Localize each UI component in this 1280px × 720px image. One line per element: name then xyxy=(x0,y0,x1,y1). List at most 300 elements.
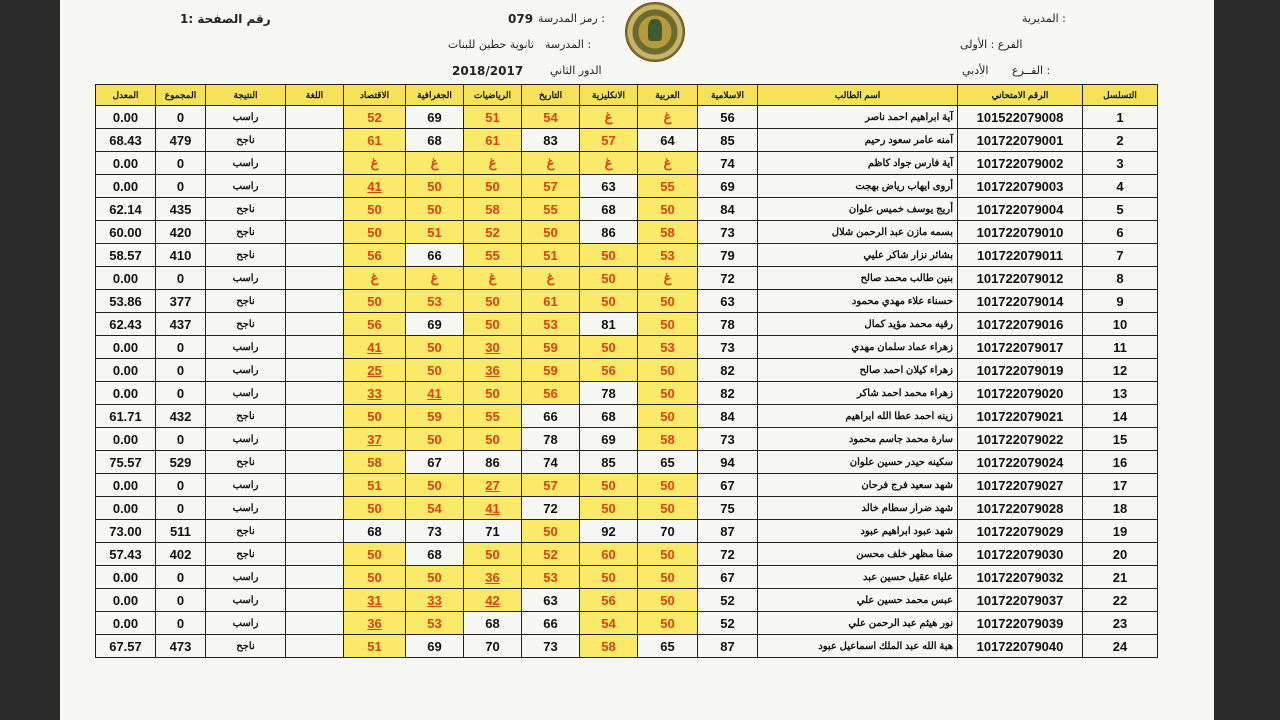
average-cell: 0.00 xyxy=(96,497,156,520)
result-cell: ناجح xyxy=(206,198,286,221)
column-header: الانكليزية xyxy=(580,85,638,106)
student-name-cell: صفا مظهر خلف محسن xyxy=(758,543,958,566)
grade-cell: 36 xyxy=(344,612,406,635)
column-header: الرياضيات xyxy=(464,85,522,106)
student-name-cell: سكينه حيدر حسين علوان xyxy=(758,451,958,474)
grade-cell: 74 xyxy=(698,152,758,175)
grade-cell: غ xyxy=(522,267,580,290)
total-cell: 0 xyxy=(156,474,206,497)
average-cell: 73.00 xyxy=(96,520,156,543)
grade-cell: 67 xyxy=(406,451,464,474)
student-name-cell: شهد سعيد فرج فرحان xyxy=(758,474,958,497)
exam-number-cell: 101722079012 xyxy=(958,267,1083,290)
grade-cell: 70 xyxy=(464,635,522,658)
serial-cell: 14 xyxy=(1083,405,1158,428)
grade-cell: غ xyxy=(464,267,522,290)
result-cell: ناجح xyxy=(206,221,286,244)
grade-cell: 58 xyxy=(638,428,698,451)
grade-cell: 78 xyxy=(698,313,758,336)
serial-cell: 12 xyxy=(1083,359,1158,382)
grade-cell: 79 xyxy=(698,244,758,267)
grade-cell: 67 xyxy=(698,566,758,589)
grade-cell: 68 xyxy=(406,129,464,152)
serial-cell: 22 xyxy=(1083,589,1158,612)
total-cell: 410 xyxy=(156,244,206,267)
grade-cell: غ xyxy=(344,267,406,290)
grade-cell: 68 xyxy=(580,405,638,428)
grade-cell: 86 xyxy=(464,451,522,474)
average-cell: 0.00 xyxy=(96,336,156,359)
grade-cell xyxy=(286,589,344,612)
result-cell: راسب xyxy=(206,152,286,175)
exam-number-cell: 101722079016 xyxy=(958,313,1083,336)
grade-cell: 59 xyxy=(406,405,464,428)
results-sheet xyxy=(60,0,1214,720)
grade-cell: 73 xyxy=(522,635,580,658)
total-cell: 511 xyxy=(156,520,206,543)
grade-cell: غ xyxy=(638,106,698,129)
total-cell: 0 xyxy=(156,359,206,382)
grade-cell xyxy=(286,290,344,313)
column-header: النتيجة xyxy=(206,85,286,106)
student-name-cell: علياء عقيل حسين عبد xyxy=(758,566,958,589)
serial-cell: 24 xyxy=(1083,635,1158,658)
result-cell: ناجح xyxy=(206,635,286,658)
grade-cell: 81 xyxy=(580,313,638,336)
grade-cell xyxy=(286,405,344,428)
grade-cell: 67 xyxy=(698,474,758,497)
result-cell: راسب xyxy=(206,359,286,382)
grade-cell: 50 xyxy=(580,267,638,290)
total-cell: 0 xyxy=(156,612,206,635)
exam-number-cell: 101722079001 xyxy=(958,129,1083,152)
student-name-cell: بسمه مازن عبد الرحمن شلال xyxy=(758,221,958,244)
grade-cell: 54 xyxy=(406,497,464,520)
grade-cell: 72 xyxy=(698,543,758,566)
grade-cell: 52 xyxy=(698,589,758,612)
grade-cell: 50 xyxy=(580,290,638,313)
average-cell: 62.14 xyxy=(96,198,156,221)
exam-number-cell: 101722079027 xyxy=(958,474,1083,497)
grade-cell: غ xyxy=(580,152,638,175)
student-name-cell: شهد عبود ابراهيم عبود xyxy=(758,520,958,543)
grade-cell: 50 xyxy=(580,244,638,267)
grade-cell: 50 xyxy=(580,474,638,497)
result-cell: راسب xyxy=(206,382,286,405)
grade-cell: 55 xyxy=(464,244,522,267)
column-header: اسم الطالب xyxy=(758,85,958,106)
average-cell: 0.00 xyxy=(96,382,156,405)
total-cell: 473 xyxy=(156,635,206,658)
result-cell: راسب xyxy=(206,566,286,589)
serial-cell: 1 xyxy=(1083,106,1158,129)
grade-cell: غ xyxy=(406,267,464,290)
column-header: الاسلامية xyxy=(698,85,758,106)
grade-cell: 73 xyxy=(698,428,758,451)
grade-cell xyxy=(286,428,344,451)
grade-cell: 51 xyxy=(344,474,406,497)
grade-cell: 52 xyxy=(698,612,758,635)
exam-number-cell: 101722079029 xyxy=(958,520,1083,543)
grade-cell: 59 xyxy=(522,336,580,359)
result-cell: راسب xyxy=(206,474,286,497)
grade-cell: 64 xyxy=(638,129,698,152)
serial-cell: 16 xyxy=(1083,451,1158,474)
grade-cell: 50 xyxy=(464,313,522,336)
exam-number-cell: 101722079032 xyxy=(958,566,1083,589)
serial-cell: 18 xyxy=(1083,497,1158,520)
table-row xyxy=(96,267,1158,290)
total-cell: 432 xyxy=(156,405,206,428)
grade-cell: 53 xyxy=(638,244,698,267)
total-cell: 0 xyxy=(156,152,206,175)
student-name-cell: آية فارس جواد كاظم xyxy=(758,152,958,175)
grade-cell xyxy=(286,382,344,405)
serial-cell: 17 xyxy=(1083,474,1158,497)
average-cell: 58.57 xyxy=(96,244,156,267)
grade-cell: 71 xyxy=(464,520,522,543)
grade-cell: 68 xyxy=(464,612,522,635)
grade-cell: 50 xyxy=(580,566,638,589)
grade-cell: 42 xyxy=(464,589,522,612)
student-name-cell: زهراء كيلان احمد صالح xyxy=(758,359,958,382)
grade-cell: 58 xyxy=(638,221,698,244)
result-cell: راسب xyxy=(206,589,286,612)
average-cell: 0.00 xyxy=(96,428,156,451)
grade-cell: 41 xyxy=(464,497,522,520)
grade-cell: 50 xyxy=(406,336,464,359)
grade-cell: 51 xyxy=(464,106,522,129)
grade-cell: 87 xyxy=(698,635,758,658)
grade-cell: 50 xyxy=(344,566,406,589)
exam-number-cell: 101522079008 xyxy=(958,106,1083,129)
grade-cell: 27 xyxy=(464,474,522,497)
result-cell: ناجح xyxy=(206,405,286,428)
grade-cell: 63 xyxy=(698,290,758,313)
student-name-cell: حسناء علاء مهدي محمود xyxy=(758,290,958,313)
column-header: المعدل xyxy=(96,85,156,106)
grade-cell: 61 xyxy=(522,290,580,313)
grade-cell: غ xyxy=(464,152,522,175)
exam-number-cell: 101722079020 xyxy=(958,382,1083,405)
result-cell: ناجح xyxy=(206,244,286,267)
grade-cell: 74 xyxy=(522,451,580,474)
total-cell: 435 xyxy=(156,198,206,221)
grade-cell: 50 xyxy=(464,175,522,198)
column-header: الاقتصاد xyxy=(344,85,406,106)
grade-cell: 94 xyxy=(698,451,758,474)
grade-cell: 78 xyxy=(522,428,580,451)
exam-number-cell: 101722079011 xyxy=(958,244,1083,267)
serial-cell: 2 xyxy=(1083,129,1158,152)
grade-cell: 68 xyxy=(580,198,638,221)
exam-number-cell: 101722079014 xyxy=(958,290,1083,313)
grade-cell: 50 xyxy=(638,612,698,635)
grade-cell xyxy=(286,198,344,221)
total-cell: 0 xyxy=(156,336,206,359)
grade-cell xyxy=(286,336,344,359)
grade-cell: 50 xyxy=(638,566,698,589)
serial-cell: 23 xyxy=(1083,612,1158,635)
result-cell: راسب xyxy=(206,612,286,635)
grade-cell xyxy=(286,635,344,658)
grade-cell: 56 xyxy=(522,382,580,405)
grade-cell: 51 xyxy=(406,221,464,244)
table-row xyxy=(96,520,1158,543)
student-name-cell: زهراء محمد احمد شاكر xyxy=(758,382,958,405)
grade-cell: 84 xyxy=(698,405,758,428)
table-row xyxy=(96,198,1158,221)
grade-cell xyxy=(286,221,344,244)
grade-cell: 85 xyxy=(698,129,758,152)
exam-number-cell: 101722079028 xyxy=(958,497,1083,520)
grade-cell: 61 xyxy=(344,129,406,152)
table-row xyxy=(96,175,1158,198)
grade-cell: 50 xyxy=(638,497,698,520)
grade-cell: 50 xyxy=(406,566,464,589)
grade-cell: 50 xyxy=(344,221,406,244)
grade-cell: 50 xyxy=(406,474,464,497)
grade-cell: 69 xyxy=(406,635,464,658)
right-frame-bar xyxy=(1214,0,1280,720)
grade-cell: 84 xyxy=(698,198,758,221)
average-cell: 68.43 xyxy=(96,129,156,152)
result-cell: ناجح xyxy=(206,290,286,313)
grade-cell: 73 xyxy=(698,221,758,244)
result-cell: راسب xyxy=(206,497,286,520)
serial-cell: 15 xyxy=(1083,428,1158,451)
grade-cell: 50 xyxy=(638,290,698,313)
grade-cell: 50 xyxy=(638,589,698,612)
grade-cell: 66 xyxy=(522,405,580,428)
student-name-cell: زهراء عماد سلمان مهدي xyxy=(758,336,958,359)
grade-cell: 61 xyxy=(464,129,522,152)
grade-cell: 53 xyxy=(406,290,464,313)
grade-cell: غ xyxy=(580,106,638,129)
average-cell: 0.00 xyxy=(96,267,156,290)
grade-cell: 56 xyxy=(580,359,638,382)
exam-number-cell: 101722079037 xyxy=(958,589,1083,612)
grade-cell xyxy=(286,244,344,267)
column-header: التسلسل xyxy=(1083,85,1158,106)
exam-round: الدور الثاني xyxy=(550,64,602,77)
average-cell: 60.00 xyxy=(96,221,156,244)
grade-cell: 50 xyxy=(344,543,406,566)
grade-cell: 56 xyxy=(344,244,406,267)
grade-cell: 73 xyxy=(406,520,464,543)
column-header: المجموع xyxy=(156,85,206,106)
total-cell: 0 xyxy=(156,175,206,198)
table-row xyxy=(96,152,1158,175)
school-code-label: رمز المدرسة : xyxy=(538,12,605,25)
grade-cell: 56 xyxy=(698,106,758,129)
ministry-seal xyxy=(625,2,685,62)
grade-cell: 50 xyxy=(522,520,580,543)
grade-cell: 37 xyxy=(344,428,406,451)
table-row xyxy=(96,129,1158,152)
grade-cell: 69 xyxy=(698,175,758,198)
grade-cell: 53 xyxy=(406,612,464,635)
grade-cell xyxy=(286,267,344,290)
grade-cell: 55 xyxy=(638,175,698,198)
total-cell: 437 xyxy=(156,313,206,336)
result-cell: راسب xyxy=(206,106,286,129)
result-cell: ناجح xyxy=(206,451,286,474)
table-row xyxy=(96,244,1158,267)
grade-cell: 92 xyxy=(580,520,638,543)
average-cell: 61.71 xyxy=(96,405,156,428)
grade-cell: 65 xyxy=(638,451,698,474)
grade-cell: 50 xyxy=(406,359,464,382)
table-row xyxy=(96,106,1158,129)
grade-cell xyxy=(286,497,344,520)
grade-cell: 72 xyxy=(522,497,580,520)
grade-cell: 86 xyxy=(580,221,638,244)
grade-cell xyxy=(286,313,344,336)
column-header: الجغرافية xyxy=(406,85,464,106)
grade-cell: غ xyxy=(638,152,698,175)
grade-cell xyxy=(286,152,344,175)
table-row xyxy=(96,589,1158,612)
grade-cell xyxy=(286,175,344,198)
student-name-cell: آية ابراهيم احمد ناصر xyxy=(758,106,958,129)
serial-cell: 19 xyxy=(1083,520,1158,543)
result-cell: راسب xyxy=(206,175,286,198)
table-row xyxy=(96,635,1158,658)
result-cell: ناجح xyxy=(206,313,286,336)
school-code: 079 xyxy=(508,12,534,26)
total-cell: 529 xyxy=(156,451,206,474)
student-name-cell: أروى ايهاب رياض بهجت xyxy=(758,175,958,198)
serial-cell: 11 xyxy=(1083,336,1158,359)
grade-cell xyxy=(286,106,344,129)
table-header-row xyxy=(96,85,1158,106)
exam-number-cell: 101722079021 xyxy=(958,405,1083,428)
serial-cell: 13 xyxy=(1083,382,1158,405)
grade-cell xyxy=(286,566,344,589)
grade-cell: 41 xyxy=(344,336,406,359)
grade-cell: 50 xyxy=(638,359,698,382)
serial-cell: 21 xyxy=(1083,566,1158,589)
table-row xyxy=(96,497,1158,520)
grade-cell: 51 xyxy=(522,244,580,267)
serial-cell: 20 xyxy=(1083,543,1158,566)
total-cell: 0 xyxy=(156,566,206,589)
grade-cell: 75 xyxy=(698,497,758,520)
serial-cell: 10 xyxy=(1083,313,1158,336)
grade-cell: 58 xyxy=(344,451,406,474)
grade-cell: 55 xyxy=(464,405,522,428)
result-cell: راسب xyxy=(206,267,286,290)
average-cell: 0.00 xyxy=(96,566,156,589)
grade-cell: 30 xyxy=(464,336,522,359)
exam-number-cell: 101722079039 xyxy=(958,612,1083,635)
grade-cell: 82 xyxy=(698,359,758,382)
table-row xyxy=(96,382,1158,405)
student-name-cell: آمنه عامر سعود رحيم xyxy=(758,129,958,152)
grade-cell: 87 xyxy=(698,520,758,543)
grade-cell: 82 xyxy=(698,382,758,405)
grade-cell: 53 xyxy=(522,313,580,336)
total-cell: 0 xyxy=(156,428,206,451)
result-cell: ناجح xyxy=(206,543,286,566)
page-number: رقم الصفحة :1 xyxy=(180,12,271,26)
grade-cell: 78 xyxy=(580,382,638,405)
grade-cell: 53 xyxy=(638,336,698,359)
total-cell: 0 xyxy=(156,106,206,129)
student-name-cell: بنين طالب محمد صالح xyxy=(758,267,958,290)
serial-cell: 9 xyxy=(1083,290,1158,313)
student-name-cell: زينه احمد عطا الله ابراهيم xyxy=(758,405,958,428)
grade-cell: 50 xyxy=(344,290,406,313)
average-cell: 0.00 xyxy=(96,589,156,612)
result-cell: ناجح xyxy=(206,520,286,543)
student-name-cell: شهد ضرار سطام خالد xyxy=(758,497,958,520)
grade-cell: 50 xyxy=(344,405,406,428)
exam-number-cell: 101722079022 xyxy=(958,428,1083,451)
total-cell: 0 xyxy=(156,382,206,405)
grade-cell: 63 xyxy=(522,589,580,612)
student-name-cell: هبة الله عبد الملك اسماعيل عبود xyxy=(758,635,958,658)
exam-number-cell: 101722079019 xyxy=(958,359,1083,382)
average-cell: 0.00 xyxy=(96,612,156,635)
grade-cell: 58 xyxy=(464,198,522,221)
grade-cell: 50 xyxy=(522,221,580,244)
serial-cell: 3 xyxy=(1083,152,1158,175)
grade-cell: 69 xyxy=(406,313,464,336)
grade-cell: 52 xyxy=(522,543,580,566)
result-cell: ناجح xyxy=(206,129,286,152)
grade-cell: 54 xyxy=(522,106,580,129)
table-row xyxy=(96,543,1158,566)
grade-cell: 50 xyxy=(580,497,638,520)
grade-cell: 57 xyxy=(522,474,580,497)
grade-cell: 53 xyxy=(522,566,580,589)
grade-cell: 31 xyxy=(344,589,406,612)
student-name-cell: رقيه محمد مؤيد كمال xyxy=(758,313,958,336)
total-cell: 402 xyxy=(156,543,206,566)
grade-cell: 50 xyxy=(638,198,698,221)
table-row xyxy=(96,451,1158,474)
grade-cell xyxy=(286,359,344,382)
average-cell: 0.00 xyxy=(96,359,156,382)
column-header: التاريخ xyxy=(522,85,580,106)
serial-cell: 5 xyxy=(1083,198,1158,221)
grade-cell: 50 xyxy=(464,382,522,405)
average-cell: 57.43 xyxy=(96,543,156,566)
grade-cell: غ xyxy=(406,152,464,175)
grade-cell: 60 xyxy=(580,543,638,566)
average-cell: 0.00 xyxy=(96,106,156,129)
grade-cell: 66 xyxy=(406,244,464,267)
total-cell: 479 xyxy=(156,129,206,152)
average-cell: 62.43 xyxy=(96,313,156,336)
table-row xyxy=(96,474,1158,497)
table-row xyxy=(96,313,1158,336)
grade-cell xyxy=(286,474,344,497)
table-row xyxy=(96,566,1158,589)
grade-cell: 55 xyxy=(522,198,580,221)
table-row xyxy=(96,405,1158,428)
grade-cell xyxy=(286,451,344,474)
grade-cell: 50 xyxy=(638,405,698,428)
grade-cell xyxy=(286,612,344,635)
grade-cell: غ xyxy=(638,267,698,290)
average-cell: 0.00 xyxy=(96,152,156,175)
grade-cell: 41 xyxy=(406,382,464,405)
grade-cell: 50 xyxy=(464,428,522,451)
grade-cell: 50 xyxy=(638,382,698,405)
